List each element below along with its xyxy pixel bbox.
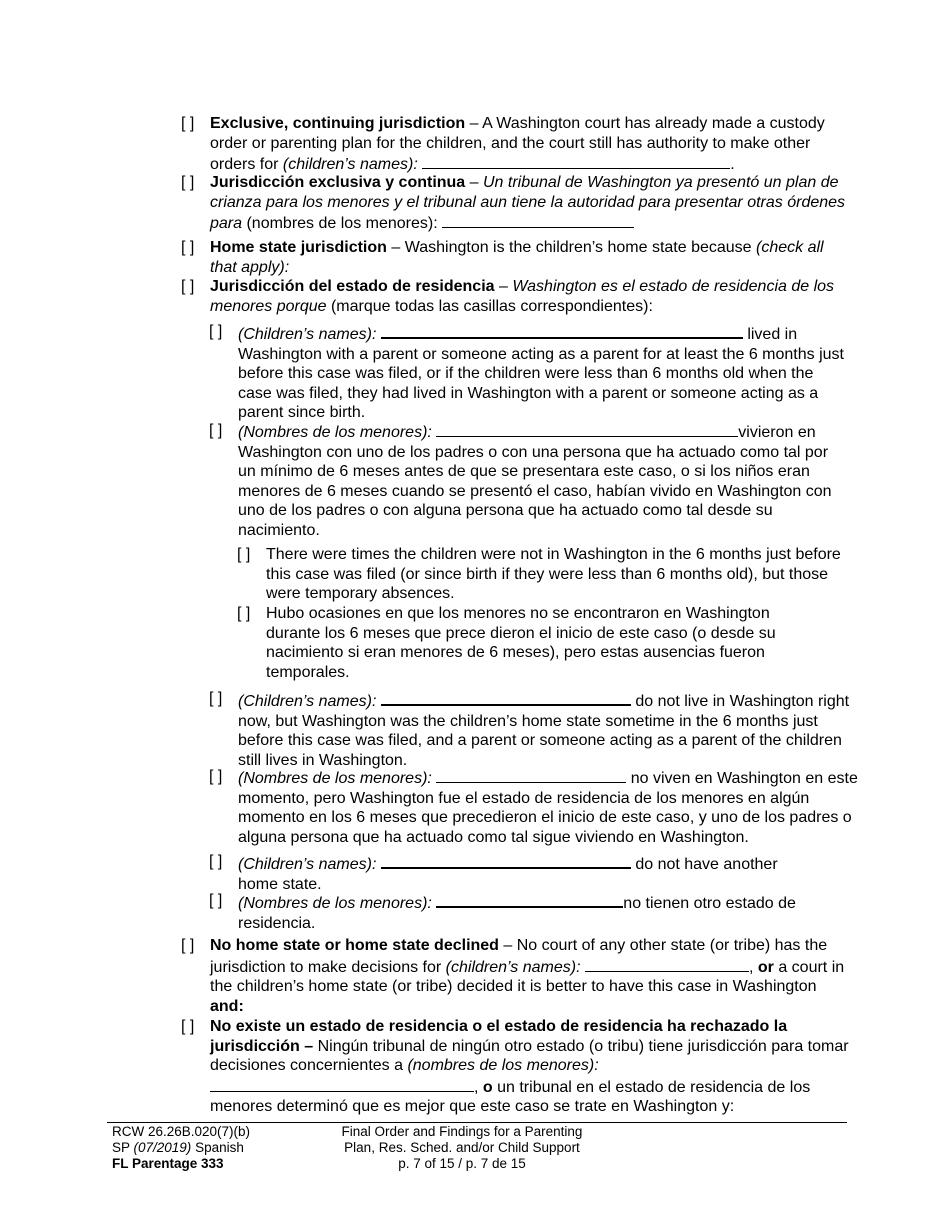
form-number: FL Parentage 333 (112, 1156, 224, 1171)
nombres-blank[interactable] (210, 1076, 474, 1092)
do-not-live-in-washington-en: (Children’s names): do not live in Washington right now, but Washington was the children’s home state sometime in the 6 months just before this case was filed, and a parent or someone acting as a parent of the children still lives in Washington. (238, 689, 850, 770)
no-other-home-state-en: (Children’s names): do not have another home state. (238, 852, 818, 894)
checkbox[interactable]: [ ] (209, 768, 223, 785)
nombres-blank[interactable] (436, 891, 623, 908)
checkbox[interactable]: [ ] (209, 892, 223, 909)
checkbox[interactable]: [ ] (237, 605, 251, 622)
checkbox[interactable]: [ ] (181, 174, 195, 191)
temporary-absences-es: Hubo ocasiones en que los menores no se encontraron en Washington durante los 6 meses que prece dieron el inicio de este caso (o desde su nacimiento si eran menores de 6 meses), pero estas ausencias fueron temporales. (266, 605, 776, 681)
no-other-home-state-es: (Nombres de los menores): no tienen otro estado de residencia. (238, 891, 838, 933)
home-state-jurisdiction-es: Jurisdicción del estado de residencia – Washington es el estado de residencia de los menores porque (marque todas las casillas correspondientes): (210, 278, 835, 315)
nombres-blank[interactable] (436, 767, 626, 783)
exclusive-jurisdiction-en: Exclusive, continuing jurisdiction – A Washington court has already made a custody order or parenting plan for the children, and the court still has authority to make other orders for (children’s names): . (210, 115, 825, 174)
checkbox[interactable]: [ ] (237, 546, 251, 563)
rcw-citation: RCW 26.26B.020(7)(b) (112, 1124, 251, 1139)
checkbox[interactable]: [ ] (181, 115, 195, 132)
nombres-blank[interactable] (436, 421, 738, 437)
footer-center (312, 1124, 612, 1172)
temporary-absences-en: There were times the children were not in Washington in the 6 months just before this case was filed (or since birth if they were less than 6 months old), but those were temporary absences. (266, 546, 841, 603)
footer-divider (107, 1122, 847, 1123)
checkbox[interactable]: [ ] (209, 422, 223, 439)
checkbox[interactable]: [ ] (181, 239, 195, 256)
childrens-names-blank[interactable] (381, 852, 631, 869)
childrens-names-blank[interactable] (381, 322, 743, 339)
form-title-line1: Final Order and Findings for a Parenting (341, 1124, 583, 1139)
checkbox[interactable]: [ ] (181, 937, 195, 954)
no-home-state-en: No home state or home state declined – No court of any other state (or tribe) has the jurisdiction to make decisions for (children’s names): , or a court in the children’s home state (or tribe) decided it is better to have this case in Washington and: (210, 937, 845, 1015)
checkbox[interactable]: [ ] (209, 853, 223, 870)
childrens-names-blank[interactable] (381, 689, 631, 706)
do-not-live-in-washington-es: (Nombres de los menores): no viven en Washington en este momento, pero Washington fue el estado de residencia de los menores en algún momento en los 6 meses que precedieron el inicio de este caso, y uno de los padres o alguna persona que ha actuado como tal sigue viviendo en Washington. (238, 767, 868, 847)
no-home-state-es: No existe un estado de residencia o el estado de residencia ha rechazado la jurisdicción – Ningún tribunal de ningún otro estado (o tribu) tiene jurisdicción para tomar decisiones concernientes a (nombres de los menores): , o un tribunal en el estado de residencia de los menores determinó que es mejor que este caso se trate en Washington y: (210, 1018, 849, 1116)
checkbox[interactable]: [ ] (209, 323, 223, 340)
lived-in-washington-es: (Nombres de los menores): vivieron en Washington con uno de los padres o con una persona que ha actuado como tal por un mínimo de 6 meses antes de que se presentara este caso, o si los niños eran menores de 6 meses cuando se presentó el caso, habían vivido en Washington con uno de los padres o con alguna persona que ha actuado como tal desde su nacimiento. (238, 421, 843, 541)
checkbox[interactable]: [ ] (209, 690, 223, 707)
nombres-blank[interactable] (442, 212, 634, 228)
exclusive-jurisdiction-es: Jurisdicción exclusiva y continua – Un tribunal de Washington ya presentó un plan de crianza para los menores y el tribunal aun tiene la autoridad para presentar otras órdenes para (nombres de los menores): (210, 174, 846, 233)
form-title-line2: Plan, Res. Sched. and/or Child Support (344, 1140, 580, 1155)
lived-in-washington-en: (Children’s names): lived in Washington with a parent or someone acting as a parent for at least the 6 months just before this case was filed, or if the children were less than 6 months old when the case was filed, they had lived in Washington with a parent or someone acting as a parent since birth. (238, 322, 850, 423)
section-title: Exclusive, continuing jurisdiction (210, 115, 466, 132)
page-number: p. 7 of 15 / p. 7 de 15 (398, 1156, 526, 1171)
home-state-jurisdiction-en: Home state jurisdiction – Washington is the children’s home state because (check all that apply): (210, 239, 824, 276)
childrens-names-blank[interactable] (585, 956, 749, 972)
checkbox[interactable]: [ ] (181, 1018, 195, 1035)
childrens-names-blank[interactable] (422, 153, 730, 169)
form-version: SP (07/2019) Spanish (112, 1140, 244, 1155)
checkbox[interactable]: [ ] (181, 278, 195, 295)
footer-left (112, 1124, 250, 1172)
